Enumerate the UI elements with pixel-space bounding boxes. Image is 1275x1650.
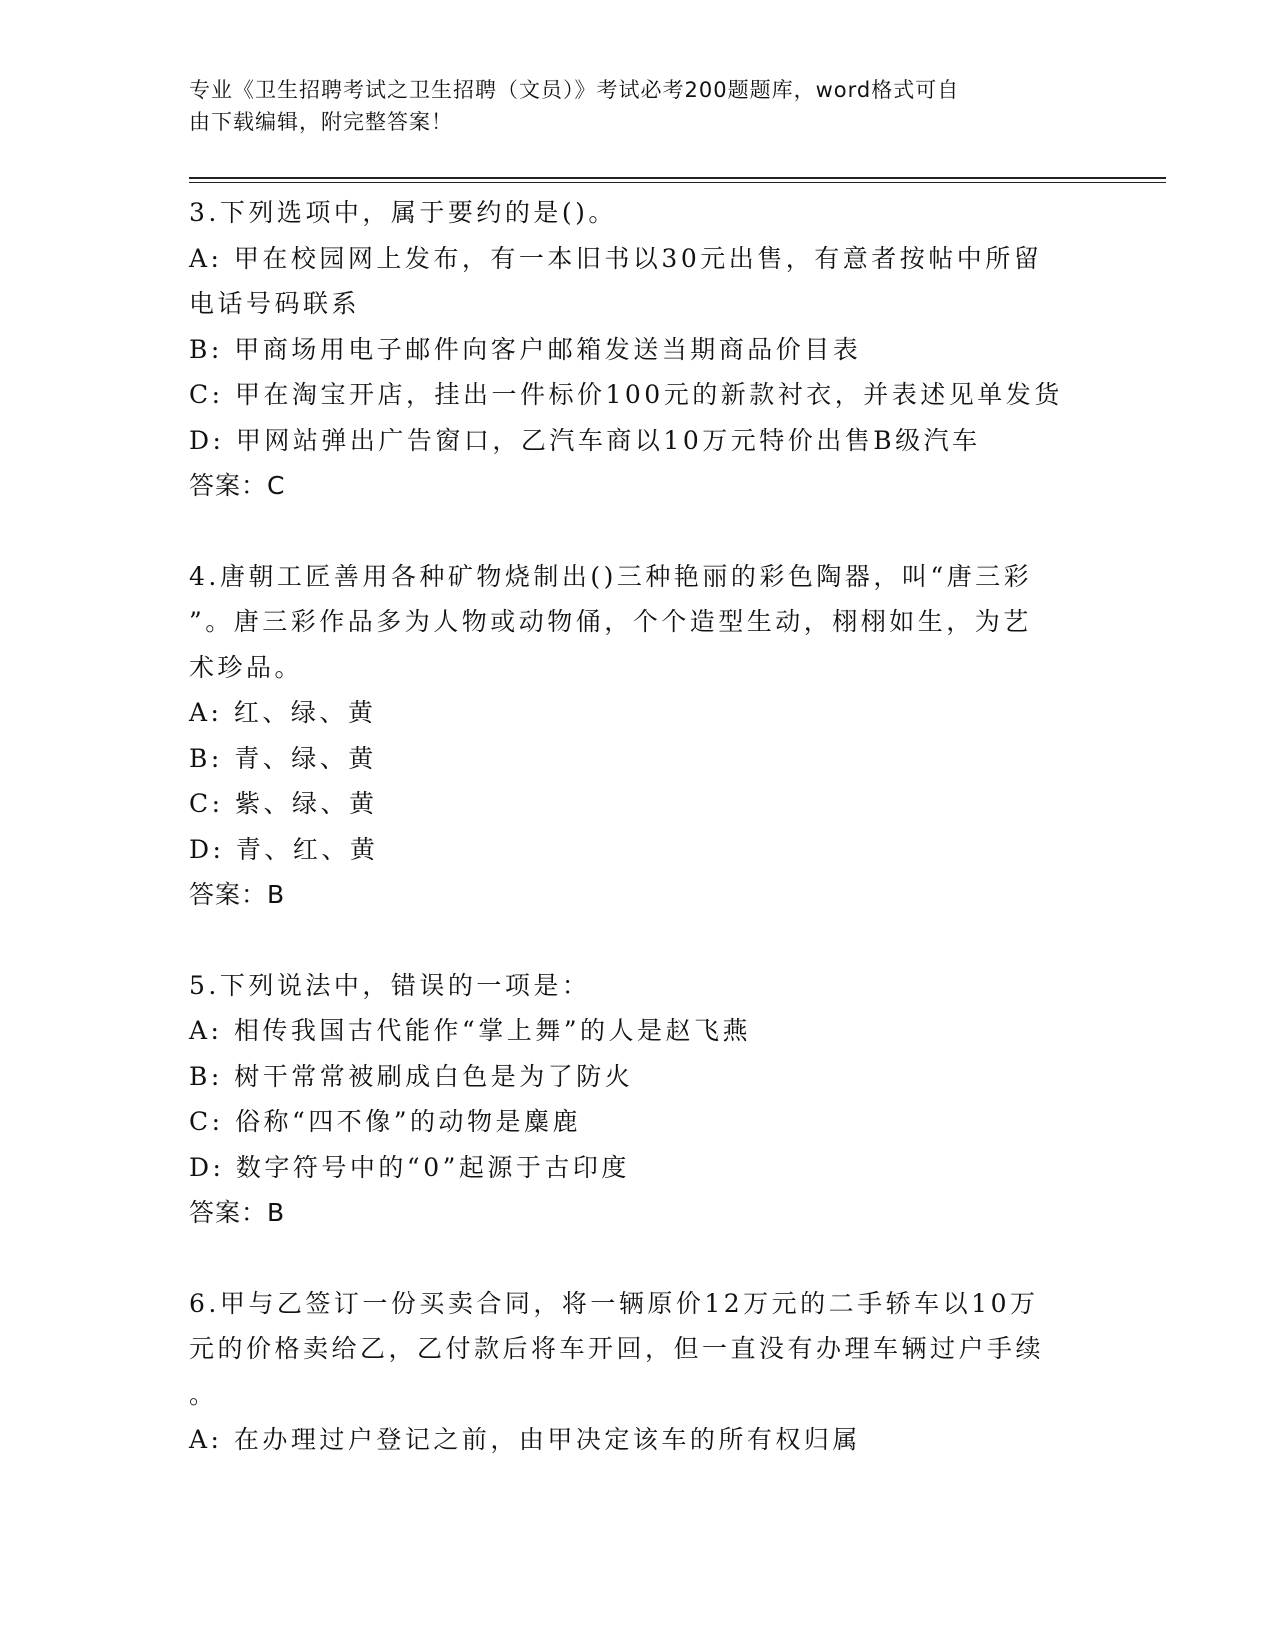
question-stem: 3.下列选项中，属于要约的是()。: [189, 198, 617, 227]
header-line: 由下载编辑，附完整答案！: [189, 110, 453, 134]
question-block: [189, 190, 1089, 509]
header-line: 专业《卫生招聘考试之卫生招聘（文员）》考试必考200题题库，word格式可自: [189, 78, 960, 102]
answer-option: C: 甲在淘宝开店，挂出一件标价100元的新款衬衣，并表述见单发货: [189, 380, 1063, 409]
answer-option: A: 在办理过户登记之前，由甲决定该车的所有权归属: [189, 1425, 861, 1454]
question-stem: 4.唐朝工匠善用各种矿物烧制出()三种艳丽的彩色陶器，叫“唐三彩: [189, 561, 1033, 591]
answer-option: B: 树干常常被刷成白色是为了防火: [189, 1061, 634, 1091]
header-divider-thin: [189, 182, 1166, 183]
answer-option: C: 紫、绿、黄: [189, 789, 378, 818]
answer-option: D: 青、红、黄: [189, 834, 379, 864]
answer-key: 答案：C: [189, 471, 286, 500]
answer-option: B: 甲商场用电子邮件向客户邮箱发送当期商品价目表: [189, 334, 862, 364]
question-block: [189, 554, 1089, 918]
question-block: [189, 1281, 1089, 1463]
question-stem: 元的价格卖给乙，乙付款后将车开回，但一直没有办理车辆过户手续: [189, 1334, 1045, 1363]
answer-option: 电话号码联系: [189, 289, 361, 318]
answer-option: A: 相传我国古代能作“掌上舞”的人是赵飞燕: [189, 1016, 751, 1045]
question-stem: 5.下列说法中，错误的一项是：: [189, 970, 591, 1000]
answer-option: A: 甲在校园网上发布，有一本旧书以30元出售，有意者按帖中所留: [189, 243, 1043, 273]
answer-key: 答案：B: [189, 1198, 286, 1227]
question-list: [189, 190, 1089, 1508]
answer-option: B: 青、绿、黄: [189, 743, 377, 773]
header-divider: [189, 177, 1166, 179]
question-stem: 。: [189, 1379, 218, 1409]
document-header: [189, 74, 1089, 138]
answer-option: A: 红、绿、黄: [189, 698, 377, 727]
question-block: [189, 963, 1089, 1236]
answer-option: D: 数字符号中的“0”起源于古印度: [189, 1152, 630, 1182]
question-stem: 术珍品。: [189, 652, 304, 682]
answer-option: C: 俗称“四不像”的动物是麋鹿: [189, 1107, 582, 1136]
answer-key: 答案：B: [189, 880, 286, 909]
question-stem: ”。唐三彩作品多为人物或动物俑，个个造型生动，栩栩如生，为艺: [189, 607, 1032, 636]
answer-option: D: 甲网站弹出广告窗口，乙汽车商以10万元特价出售B级汽车: [189, 425, 981, 455]
question-stem: 6.甲与乙签订一份买卖合同，将一辆原价12万元的二手轿车以10万: [189, 1288, 1039, 1318]
